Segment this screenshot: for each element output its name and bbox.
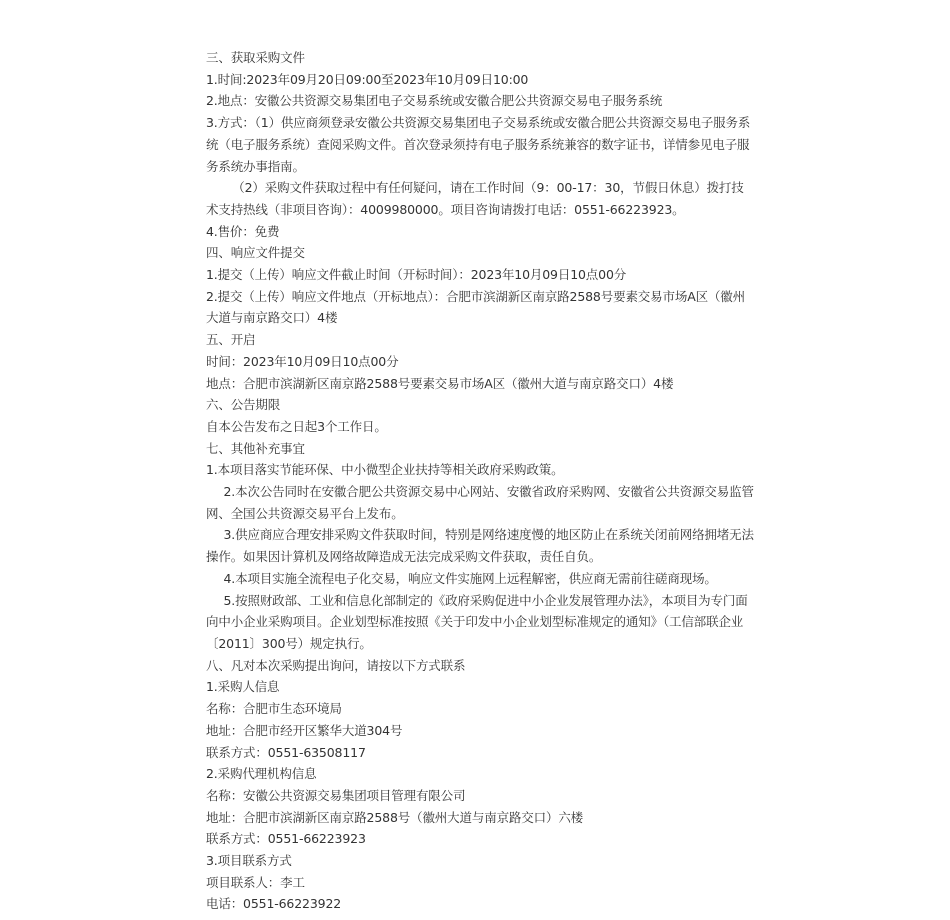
agency-contact: 联系方式：0551-66223923 [206, 831, 366, 847]
announcement-body [206, 47, 754, 915]
other-item-4: 4.本项目实施全流程电子化交易，响应文件实施网上远程解密，供应商无需前往磋商现场。 [223, 570, 717, 586]
purchaser-address: 地址：合肥市经开区繁华大道304号 [206, 722, 403, 738]
section-heading-contact: 八、凡对本次采购提出询问，请按以下方式联系 [206, 657, 466, 673]
agency-title: 2.采购代理机构信息 [206, 766, 317, 782]
project-contact-title: 3.项目联系方式 [206, 853, 292, 869]
other-item-3: 3.供应商应合理安排采购文件获取时间，特别是网络速度慢的地区防止在系统关闭前网络拥堵无法操作。如果因计算机及网络故障造成无法完成采购文件获取，责任自负。 [206, 527, 754, 565]
purchaser-contact: 联系方式：0551-63508117 [206, 744, 366, 760]
submission-deadline: 1.提交（上传）响应文件截止时间（开标时间）：2023年10月09日10点00分 [206, 267, 627, 283]
opening-time: 时间：2023年10月09日10点00分 [206, 353, 399, 369]
obtain-time: 1.时间:2023年09月20日09:00至2023年10月09日10:00 [206, 71, 529, 87]
agency-address: 地址：合肥市滨湖新区南京路2588号（徽州大道与南京路交口）六楼 [206, 809, 584, 825]
section-heading-obtain-docs: 三、获取采购文件 [206, 50, 305, 65]
section-heading-opening: 五、开启 [206, 332, 256, 348]
purchaser-title: 1.采购人信息 [206, 679, 280, 695]
section-heading-other: 七、其他补充事宜 [206, 440, 305, 456]
other-item-1: 1.本项目落实节能环保、中小微型企业扶持等相关政府采购政策。 [206, 462, 564, 478]
purchaser-name: 名称：合肥市生态环境局 [206, 701, 342, 717]
project-contact-person: 项目联系人：李工 [206, 874, 305, 890]
project-contact-phone: 电话：0551-66223922 [206, 896, 342, 912]
obtain-place: 2.地点：安徽公共资源交易集团电子交易系统或安徽合肥公共资源交易电子服务系统 [206, 93, 663, 109]
opening-place: 地点：合肥市滨湖新区南京路2588号要素交易市场A区（徽州大道与南京路交口）4楼 [206, 375, 674, 391]
agency-name: 名称：安徽公共资源交易集团项目管理有限公司 [206, 787, 466, 803]
section-heading-submission: 四、响应文件提交 [206, 245, 305, 261]
submission-place: 2.提交（上传）响应文件地点（开标地点）：合肥市滨湖新区南京路2588号要素交易市场A区（徽州大道与南京路交口）4楼 [206, 288, 745, 326]
obtain-price: 4.售价：免费 [206, 223, 280, 239]
other-item-5: 5.按照财政部、工业和信息化部制定的《政府采购促进中小企业发展管理办法》，本项目为专门面向中小企业采购项目。企业划型标准按照《关于印发中小企业划型标准规定的通知》（工信部联企业〔2011〕300号）规定执行。 [206, 592, 748, 651]
obtain-method: 3.方式：（1）供应商须登录安徽公共资源交易集团电子交易系统或安徽合肥公共资源交易电子服务系统（电子服务系统）查阅采购文件。首次登录须持有电子服务系统兼容的数字证书，详情参见电子服务系统办事指南。 [206, 115, 751, 174]
other-item-2: 2.本次公告同时在安徽合肥公共资源交易中心网站、安徽省政府采购网、安徽省公共资源交易监管网、全国公共资源交易平台上发布。 [206, 484, 754, 521]
obtain-method-note: （2）采购文件获取过程中有任何疑问，请在工作时间（9：00-17：30，节假日休息）拨打技术支持热线（非项目咨询）：4009980000。项目咨询请拨打电话：0551-66223923。 [206, 180, 744, 217]
section-heading-period: 六、公告期限 [206, 397, 281, 413]
announcement-period: 自本公告发布之日起3个工作日。 [206, 418, 387, 434]
